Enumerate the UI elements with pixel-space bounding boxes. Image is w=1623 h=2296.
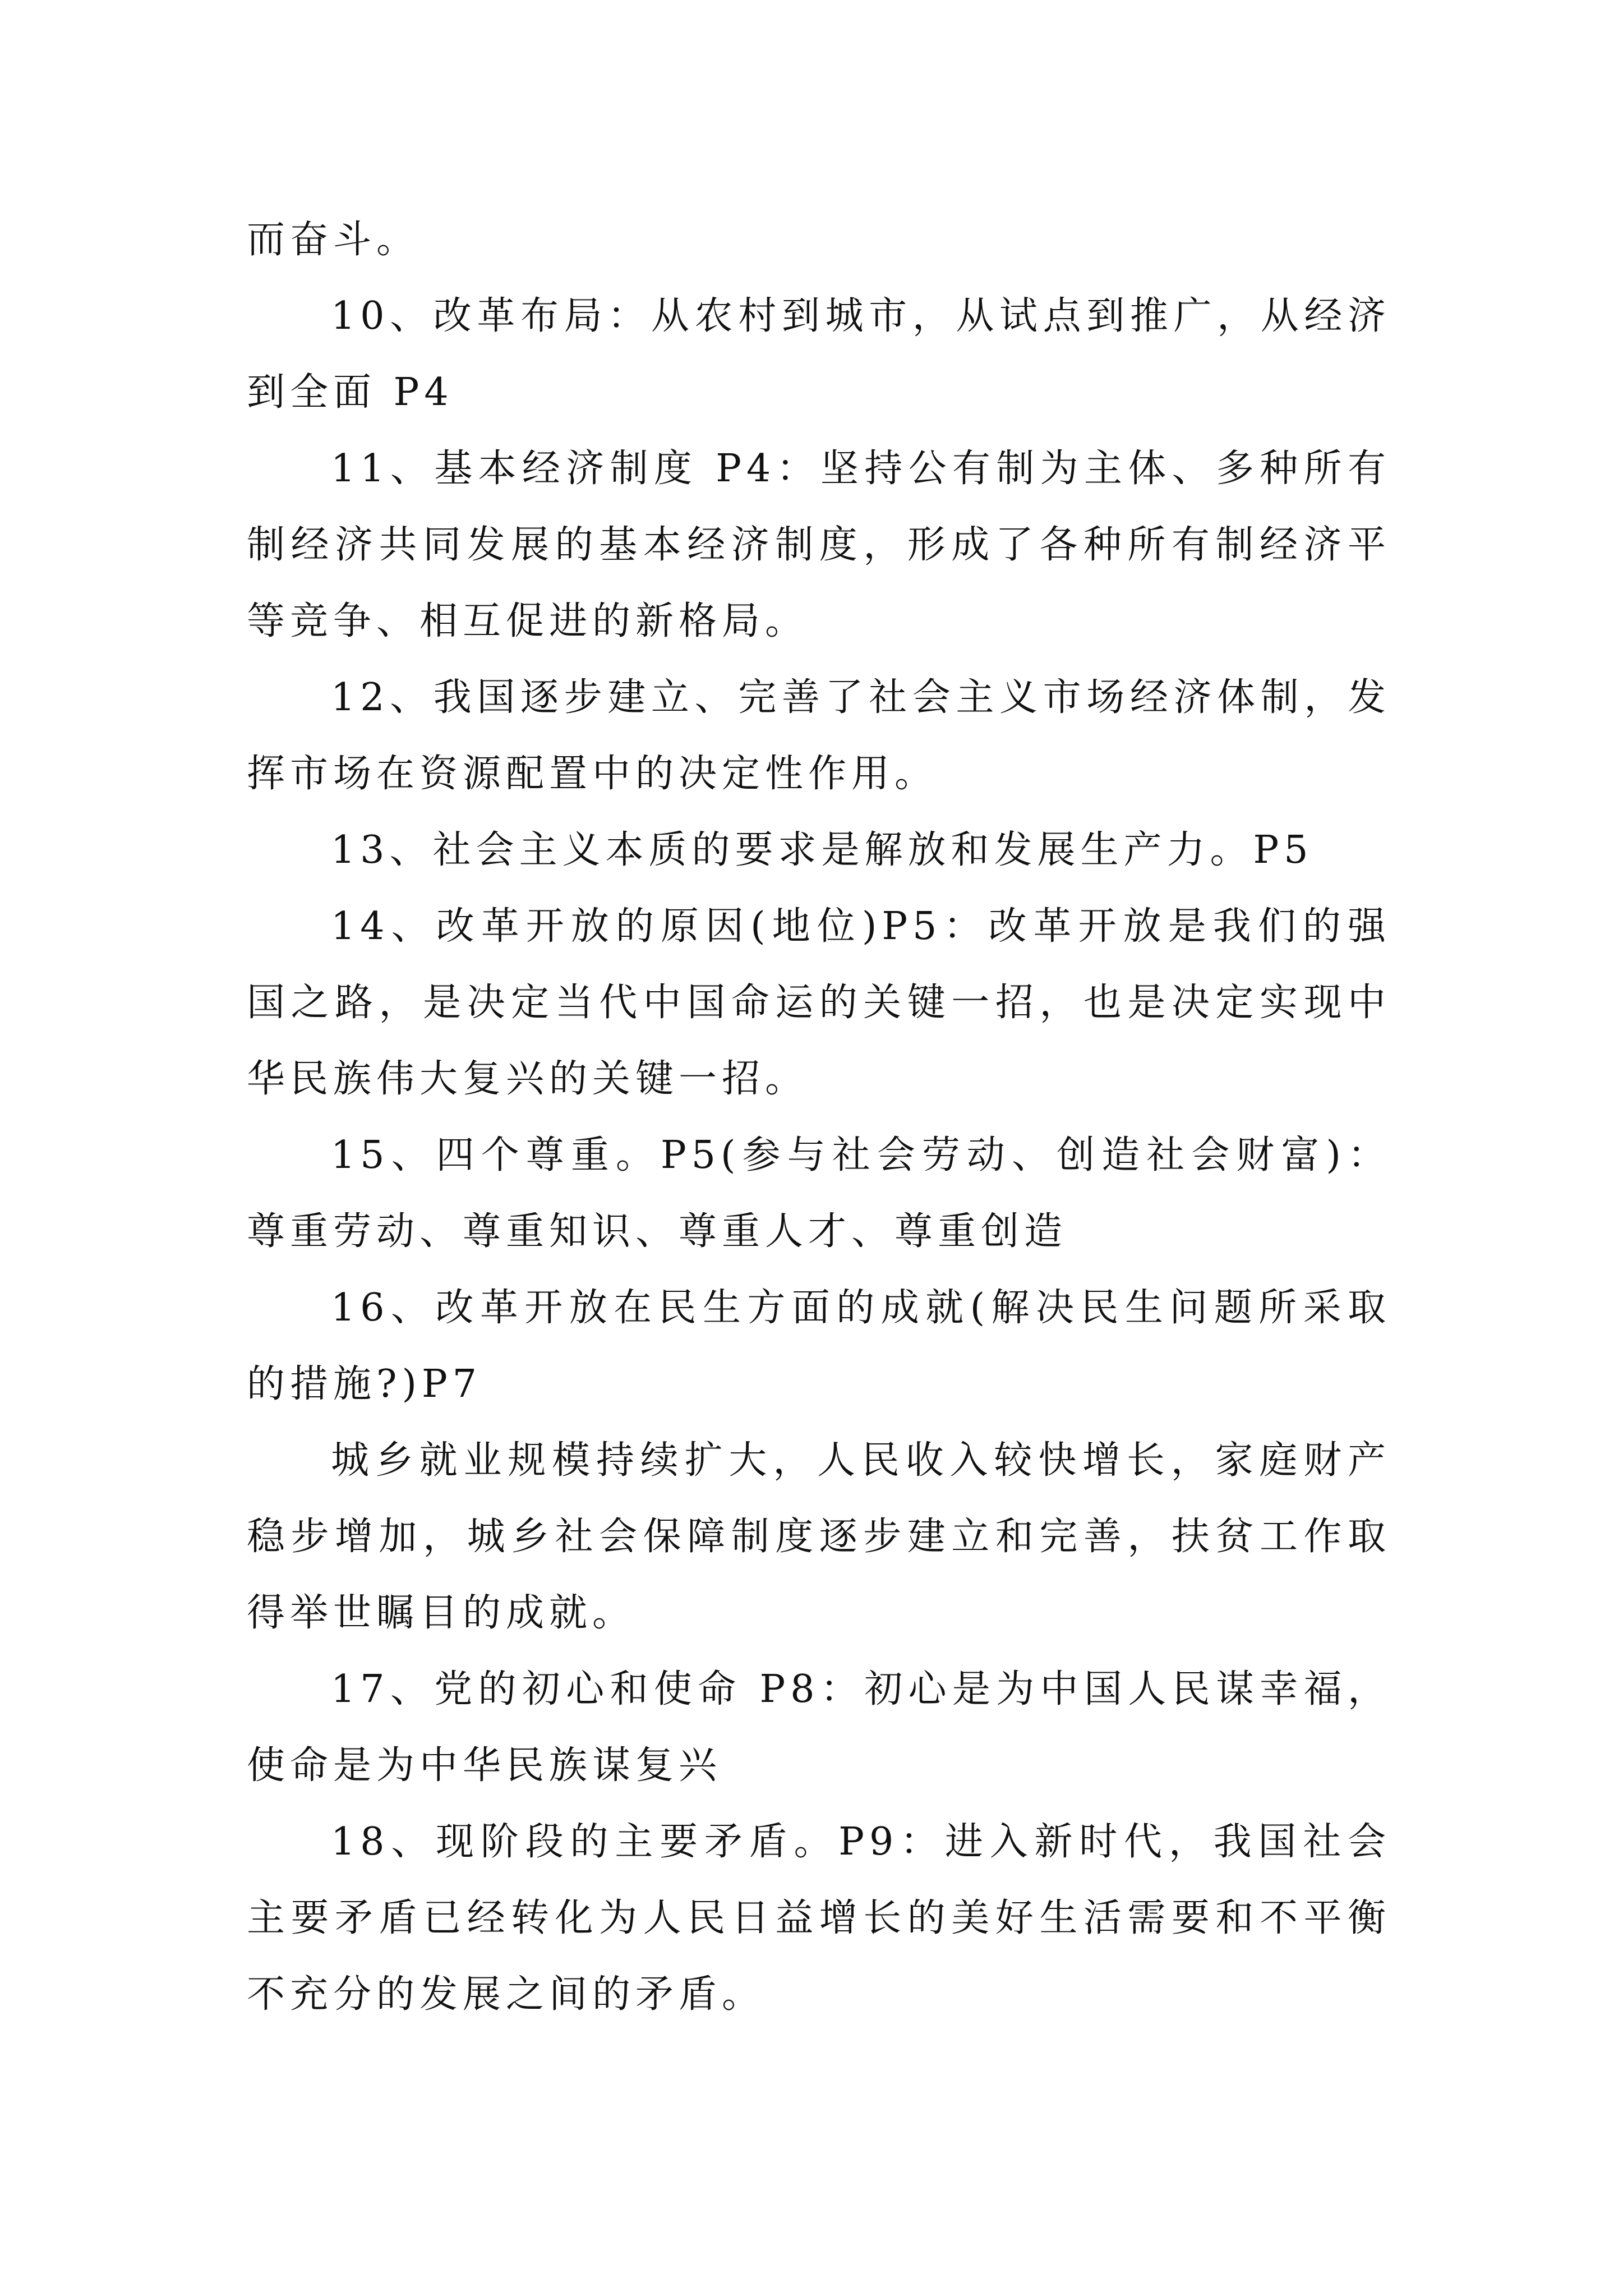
paragraph-16-livelihood-achievements: 16、改革开放在民生方面的成就(解决民生问题所采取的措施?)P7 xyxy=(247,1286,1391,1406)
paragraph-14-reform-reason: 14、改革开放的原因(地位)P5：改革开放是我们的强国之路，是决定当代中国命运的关键一招，也是决定实现中华民族伟大复兴的关键一招。 xyxy=(247,904,1391,1101)
paragraph-10-reform-layout: 10、改革布局：从农村到城市，从试点到推广，从经济到全面 P4 xyxy=(247,294,1391,415)
paragraph-13-socialism-essence: 13、社会主义本质的要求是解放和发展生产力。P5 xyxy=(331,828,1313,872)
paragraph-17-party-mission: 17、党的初心和使命 P8：初心是为中国人民谋幸福，使命是为中华民族谋复兴 xyxy=(247,1667,1391,1788)
paragraph-15-four-respects: 15、四个尊重。P5(参与社会劳动、创造社会财富)：尊重劳动、尊重知识、尊重人才、尊重创造 xyxy=(247,1133,1391,1254)
document-page xyxy=(247,202,1391,2033)
paragraph-12-market-economy: 12、我国逐步建立、完善了社会主义市场经济体制，发挥市场在资源配置中的决定性作用。 xyxy=(247,675,1391,796)
paragraph-18-main-contradiction: 18、现阶段的主要矛盾。P9：进入新时代，我国社会主要矛盾已经转化为人民日益增长的美好生活需要和不平衡不充分的发展之间的矛盾。 xyxy=(247,1820,1391,2017)
paragraph-0: 而奋斗。 xyxy=(247,218,420,262)
paragraph-16-details: 城乡就业规模持续扩大，人民收入较快增长，家庭财产稳步增加，城乡社会保障制度逐步建立和完善，扶贫工作取得举世瞩目的成就。 xyxy=(247,1438,1391,1635)
paragraph-11-basic-economic-system: 11、基本经济制度 P4：坚持公有制为主体、多种所有制经济共同发展的基本经济制度，形成了各种所有制经济平等竞争、相互促进的新格局。 xyxy=(247,447,1391,643)
